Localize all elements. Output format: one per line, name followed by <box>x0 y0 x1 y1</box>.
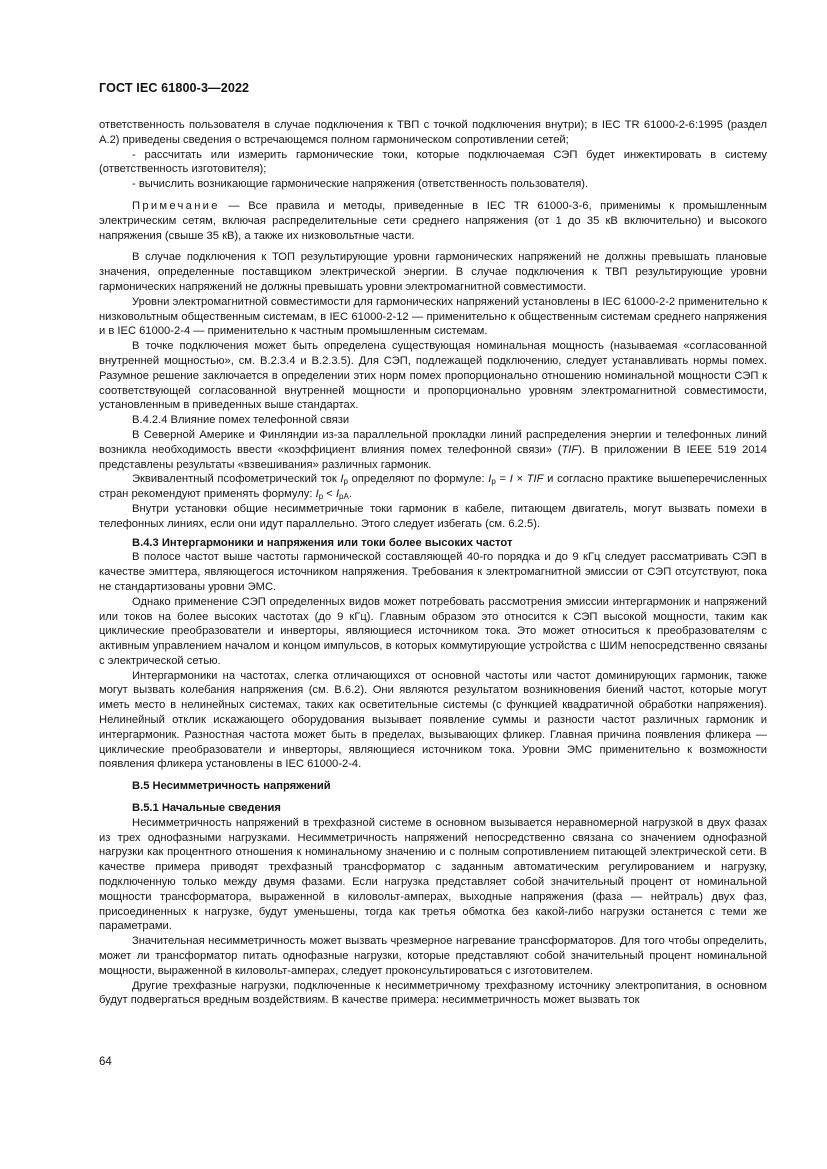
list-item: - рассчитать или измерить гармонические токи, которые подключаемая СЭП будет инжектировать в систему (ответственность изготовителя); <box>99 148 767 176</box>
list-item: - вычислить возникающие гармонические напряжения (ответственность пользователя). <box>132 178 589 191</box>
page-header-title: ГОСТ IEC 61800-3—2022 <box>99 81 250 95</box>
note-label: Примечание <box>132 199 220 212</box>
paragraph: Интергармоники на частотах, слегка отличающихся от основной частоты или частот доминирующих гармоник, также могут вызвать колебания напряжения (см. B.6.2). Они являются результатом возникновения биений частот, которые могут иметь место в нелинейных системах, таких как осветительные системы (с функцией квадратичной обработки напряжения). Нелинейный отклик искажающего оборудования вызывает появление суммы и разности частот различных гармоник и интергармоник. Разностная частота может быть в пределах, вызывающих фликер. Главная причина появления фликера — циклические преобразователи и инверторы, являющиеся источником тока. Уровни ЭМС применительно к возможности появления фликера установлены в IEC 61000-2-4. <box>99 669 767 771</box>
paragraph: Значительная несимметричность может вызвать чрезмерное нагревание трансформаторов. Для того чтобы определить, может ли трансформатор питать однофазные нагрузки, которые представляют собой значительный процент номинальной мощности, выраженной в киловольт-амперах, следует проконсультироваться с изготовителем. <box>99 935 767 977</box>
subsection-heading-b424: B.4.2.4 Влияние помех телефонной связи <box>132 414 350 427</box>
page-number: 64 <box>99 1056 112 1068</box>
paragraph: Несимметричность напряжений в трехфазной системе в основном вызывается неравномерной нагрузкой в двух фазах из трех однофазными нагрузками. Несимметричность напряжений непосредственно связана со значением однофазной нагрузки как процентного отношения к номинальному значению и с полным сопротивлением питающей электрической сети. В качестве примера приводят трехфазный трансформатор с заданным автоматическим регулированием и нагрузку, подключенную только между двумя фазами. Если нагрузка представляет собой значительный процент от номинальной мощности трансформатора, выраженной в киловольт-амперах, выходные напряжения (фаза — нейтраль) двух фаз, присоединенных к нагрузке, будут уменьшены, тогда как третья обмотка без какой-либо нагрузки останется с теми же параметрами. <box>99 816 767 933</box>
paragraph: В точке подключения может быть определена существующая номинальная мощность (называемая «согласованной внутренней мощностью», см. B.2.3.4 и B.2.3.5). Для СЭП, подлежащей подключению, следует устанавливать нормы помех. Разумное решение заключается в определении этих норм помех пропорционально отношению номинальной мощности СЭП к соответствующей согласованной внутренней мощности и пропорционально уровням электромагнитной совместимости, установленным в приведенных выше стандартах. <box>99 340 767 412</box>
paragraph: В случае подключения к ТОП результирующие уровни гармонических напряжений не должны превышать плановые значения, определенные поставщиком электрической энергии. В случае подключения к ТВП результирующие уровни гармонических напряжений не должны превышать уровни электромагнитной совместимости. <box>99 251 767 293</box>
note-text: — Все правила и методы, приведенные в IEC TR 61000-3-6, применимы к промышленным электрическим сетям, включая распределительные сети среднего напряжения (от 1 до 35 кВ включительно) и высокого напряжения (свыше 35 кВ), а также их низковольтные части. <box>99 199 767 242</box>
formula-paragraph: Эквивалентный псофометрический ток $I_p$ определяют по формуле: $I_p = I$ × TIF и согласно практике вышеперечисленных стран рекомендуют применять формулу: $I_p < I_{pA}$. <box>99 473 768 502</box>
document-body <box>99 118 767 1008</box>
note-paragraph <box>99 199 767 243</box>
paragraph: Однако применение СЭП определенных видов может потребовать рассмотрения эмиссии интергармоник и напряжений или токов на более высоких частотах (до 9 кГц). Главным образом это относится к СЭП высокой мощности, таким как циклические преобразователи и инверторы, являющиеся источником тока. Это может относиться к преобразователям с активным управлением началом и концом импульсов, в которых коммутирующие устройства с ШИМ непосредственно связаны с электрической сетью. <box>99 595 767 667</box>
paragraph: ответственность пользователя в случае подключения к ТВП с точкой подключения внутри); в IEC TR 61000-2-6:1995 (раздел A.2) приведены сведения о встречающемся полном гармоническом сопротивлении сетей; <box>99 119 767 146</box>
paragraph: В Северной Америке и Финляндии из-за параллельной прокладки линий распределения энергии и телефонных линий возникла необходимость ввести «коэффициент влияния помех телефонной связи» (TIF). В приложении B IEEE 519 2014 представлены результаты «взвешивания» различных гармоник. <box>99 428 767 471</box>
paragraph: Внутри установки общие несимметричные токи гармоник в кабеле, питающем двигатель, могут вызвать помехи в телефонных линиях, если они идут параллельно. Этого следует избегать (см. 6.2.5). <box>99 502 767 530</box>
paragraph: В полосе частот выше частоты гармонической составляющей 40-го порядка и до 9 кГц следует рассматривать СЭП в качестве эмиттера, являющегося источником напряжения. Требования к электромагнитной эмиссии от СЭП отсутствуют, пока не стандартизованы уровни ЭМС. <box>99 551 767 593</box>
section-heading-b51: B.5.1 Начальные сведения <box>132 802 281 815</box>
paragraph: Другие трехфазные нагрузки, подключенные к несимметричному трехфазному источнику электропитания, в основном будут подвергаться вредным воздействиям. В качестве примера: несимметричность может вызвать ток <box>99 979 767 1007</box>
paragraph: Уровни электромагнитной совместимости для гармонических напряжений установлены в IEC 61000-2-2 применительно к низковольтным общественным системам, в IEC 61000-2-12 — применительно к общественным системам среднего напряжения и в IEC 61000-2-4 — применительно к частным промышленным системам. <box>99 295 767 338</box>
section-heading-b5: B.5 Несимметричность напряжений <box>132 780 331 793</box>
section-heading-b43: B.4.3 Интергармоники и напряжения или токи более высоких частот <box>132 536 513 549</box>
